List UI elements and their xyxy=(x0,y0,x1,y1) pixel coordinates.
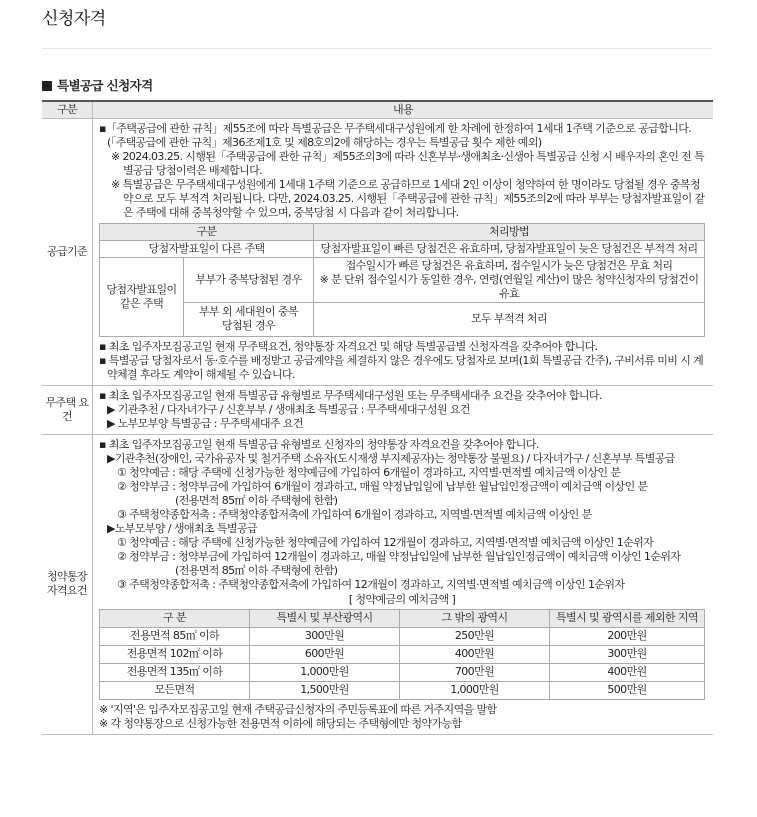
supply-after-line: ▪ 특별공급 당첨자로서 동·호수를 배정받고 공급계약을 체결하지 않은 경우에도 당첨자로 보며(1회 특별공급 간주), 구비서류 미비 시 계약체결 후라도 계약이 해제될 수 있습니다. xyxy=(99,353,704,381)
deposit-cell: 모든면적 xyxy=(100,681,250,699)
deposit-cell: 400만원 xyxy=(400,645,550,663)
duplicate-win-table xyxy=(99,223,705,337)
deposit-caption: [ 청약예금의 예치금액 ] xyxy=(348,592,456,606)
dup-r2-method-2: ※ 분 단위 접수일시가 동일한 경우, 연령(연월일 계산)이 많은 청약신청자의 당첨건이 유효 xyxy=(319,272,699,300)
deposit-header: 특별시 및 부산광역시 xyxy=(250,609,400,627)
dup-r2-method-1: 접수일시가 빠른 당첨건은 유효하며, 접수일시가 늦은 당첨건은 무효 처리 xyxy=(345,258,673,272)
account-note: ※ 각 청약통장으로 신청가능한 전용면적 이하에 해당되는 주택형에만 청약가능함 xyxy=(99,716,462,730)
deposit-cell: 전용면적 102㎡ 이하 xyxy=(100,645,250,663)
deposit-cell: 전용면적 85㎡ 이하 xyxy=(100,627,250,645)
supply-after-line: ▪ 최초 입주자모집공고일 현재 무주택요건, 청약통장 자격요건 및 해당 특별공급별 신청자격을 갖추어야 합니다. xyxy=(99,339,598,353)
homeless-line: ▪ 최초 입주자모집공고일 현재 특별공급 유형별로 무주택세대구성원 또는 무주택세대주 요건을 갖추어야 합니다. xyxy=(99,388,602,402)
account-group2-item: ① 청약예금 : 해당 주택에 신청가능한 청약예금에 가입하여 12개월이 경과하고, 지역별·면적별 예치금액 이상인 1순위자 xyxy=(117,535,654,549)
deposit-header: 구 분 xyxy=(100,609,250,627)
deposit-cell: 400만원 xyxy=(550,663,705,681)
title-divider xyxy=(42,48,712,49)
account-label: 청약통장 자격요건 xyxy=(42,434,93,734)
homeless-label: 무주택 요건 xyxy=(42,385,93,434)
deposit-cell: 1,000만원 xyxy=(250,663,400,681)
dup-r2-category: 부부가 중복당첨된 경우 xyxy=(184,257,314,302)
dup-r3-category: 부부 외 세대원이 중복당첨된 경우 xyxy=(184,302,314,336)
header-row xyxy=(42,101,713,118)
deposit-header: 그 밖의 광역시 xyxy=(400,609,550,627)
account-content xyxy=(93,434,714,734)
account-group1-item: ② 청약부금 : 청약부금에 가입하여 6개월이 경과하고, 매월 약정납입일에 납부한 월납입인정금액이 예치금액 이상인 분 xyxy=(117,479,648,493)
homeless-row xyxy=(42,385,713,434)
deposit-cell: 500만원 xyxy=(550,681,705,699)
dup-header-method: 처리방법 xyxy=(314,223,705,240)
deposit-row xyxy=(100,663,705,681)
header-content: 내용 xyxy=(93,101,714,118)
account-group1-item: ③ 주택청약종합저축 : 주택청약종합저축에 가입하여 6개월이 경과하고, 지역별·면적별 예치금액 이상인 분 xyxy=(117,507,592,521)
account-intro: ▪ 최초 입주자모집공고일 현재 특별공급 유형별로 신청자의 청약통장 자격요건을 갖추어야 합니다. xyxy=(99,437,539,451)
deposit-cell: 200만원 xyxy=(550,627,705,645)
supply-line: (「주택공급에 관한 규칙」제36조제1호 및 제8호의2에 해당하는 경우는 특별공급 횟수 제한 예외) xyxy=(107,135,542,149)
account-group2-note: (전용면적 85㎡ 이하 주택형에 한함) xyxy=(175,563,338,577)
homeless-line: ▶ 노부모부양 특별공급 : 무주택세대주 요건 xyxy=(107,416,303,430)
account-group1-item: ① 청약예금 : 해당 주택에 신청가능한 청약예금에 가입하여 6개월이 경과하고, 지역별·면적별 예치금액 이상인 분 xyxy=(117,465,621,479)
deposit-cell: 300만원 xyxy=(250,627,400,645)
page-title: 신청자격 xyxy=(42,9,106,29)
section-title xyxy=(42,79,153,93)
dup-r2-method xyxy=(314,257,705,302)
supply-row xyxy=(42,118,713,385)
supply-line: ▪「주택공급에 관한 규칙」제55조에 따라 특별공급은 무주택세대구성원에게 한 차례에 한정하여 1세대 1주택 기준으로 공급합니다. xyxy=(99,121,692,135)
deposit-row xyxy=(100,681,705,699)
deposit-cell: 700만원 xyxy=(400,663,550,681)
deposit-row xyxy=(100,645,705,663)
account-row xyxy=(42,434,713,734)
square-bullet-icon xyxy=(42,81,52,91)
deposit-cell: 600만원 xyxy=(250,645,400,663)
supply-content xyxy=(93,118,714,385)
supply-note: ※ 특별공급은 무주택세대구성원에게 1세대 1주택 기준으로 공급하므로 1세대 2인 이상이 청약하여 한 명이라도 당첨될 경우 중복청약으로 모두 부적격 처리됩니다. 다만, 2024.03.25. 시행된「주택공급에 관한 규칙」제55조의2에 따라 부부는 당첨자발표일이 같은 주택에 대해 중복청약할 수 있으며, 중복당첨 시 다음과 같이 처리합니다. xyxy=(111,177,705,219)
deposit-cell: 300만원 xyxy=(550,645,705,663)
deposit-table xyxy=(99,609,705,700)
deposit-header: 특별시 및 광역시를 제외한 지역 xyxy=(550,609,705,627)
account-group1-title: ▶기관추천(장애인, 국가유공자 및 철거주택 소유자(도시재생 부지제공자)는 청약통장 불필요) / 다자녀가구 / 신혼부부 특별공급 xyxy=(107,451,675,465)
deposit-cell: 250만원 xyxy=(400,627,550,645)
homeless-line: ▶ 기관추천 / 다자녀가구 / 신혼부부 / 생애최초 특별공급 : 무주택세대구성원 요건 xyxy=(107,402,470,416)
deposit-row xyxy=(100,627,705,645)
homeless-content xyxy=(93,385,714,434)
deposit-cell: 1,500만원 xyxy=(250,681,400,699)
account-group1-note: (전용면적 85㎡ 이하 주택형에 한함) xyxy=(175,493,338,507)
deposit-cell: 전용면적 135㎡ 이하 xyxy=(100,663,250,681)
deposit-cell: 1,000만원 xyxy=(400,681,550,699)
supply-note: ※ 2024.03.25. 시행된「주택공급에 관한 규칙」제55조의3에 따라 신혼부부·생애최초·신생아 특별공급 신청 시 배우자의 혼인 전 특별공급 당첨이력은 배제합니다. xyxy=(111,149,705,177)
eligibility-table xyxy=(42,100,713,735)
dup-header-category: 구분 xyxy=(100,223,314,240)
dup-r1-category: 당첨자발표일이 다른 주택 xyxy=(100,240,314,257)
section-title-text: 특별공급 신청자격 xyxy=(57,78,153,93)
dup-r1-method: 당첨자발표일이 빠른 당첨건은 유효하며, 당첨자발표일이 늦은 당첨건은 부적격 처리 xyxy=(314,240,705,257)
account-group2-item: ② 청약부금 : 청약부금에 가입하여 12개월이 경과하고, 매월 약정납입일에 납부한 월납입인정금액이 예치금액 이상인 1순위자 xyxy=(117,549,681,563)
account-note: ※ '지역'은 입주자모집공고일 현재 주택공급신청자의 주민등록표에 따른 거주지역을 말함 xyxy=(99,702,497,716)
dup-r3-method: 모두 부적격 처리 xyxy=(314,302,705,336)
dup-r2-group: 당첨자발표일이 같은 주택 xyxy=(100,257,184,336)
account-group2-item: ③ 주택청약종합저축 : 주택청약종합저축에 가입하여 12개월이 경과하고, 지역별·면적별 예치금액 이상인 1순위자 xyxy=(117,577,625,591)
account-group2-title: ▶노부모부양 / 생애최초 특별공급 xyxy=(107,521,257,535)
header-category: 구분 xyxy=(42,101,93,118)
supply-label: 공급기준 xyxy=(42,118,93,385)
